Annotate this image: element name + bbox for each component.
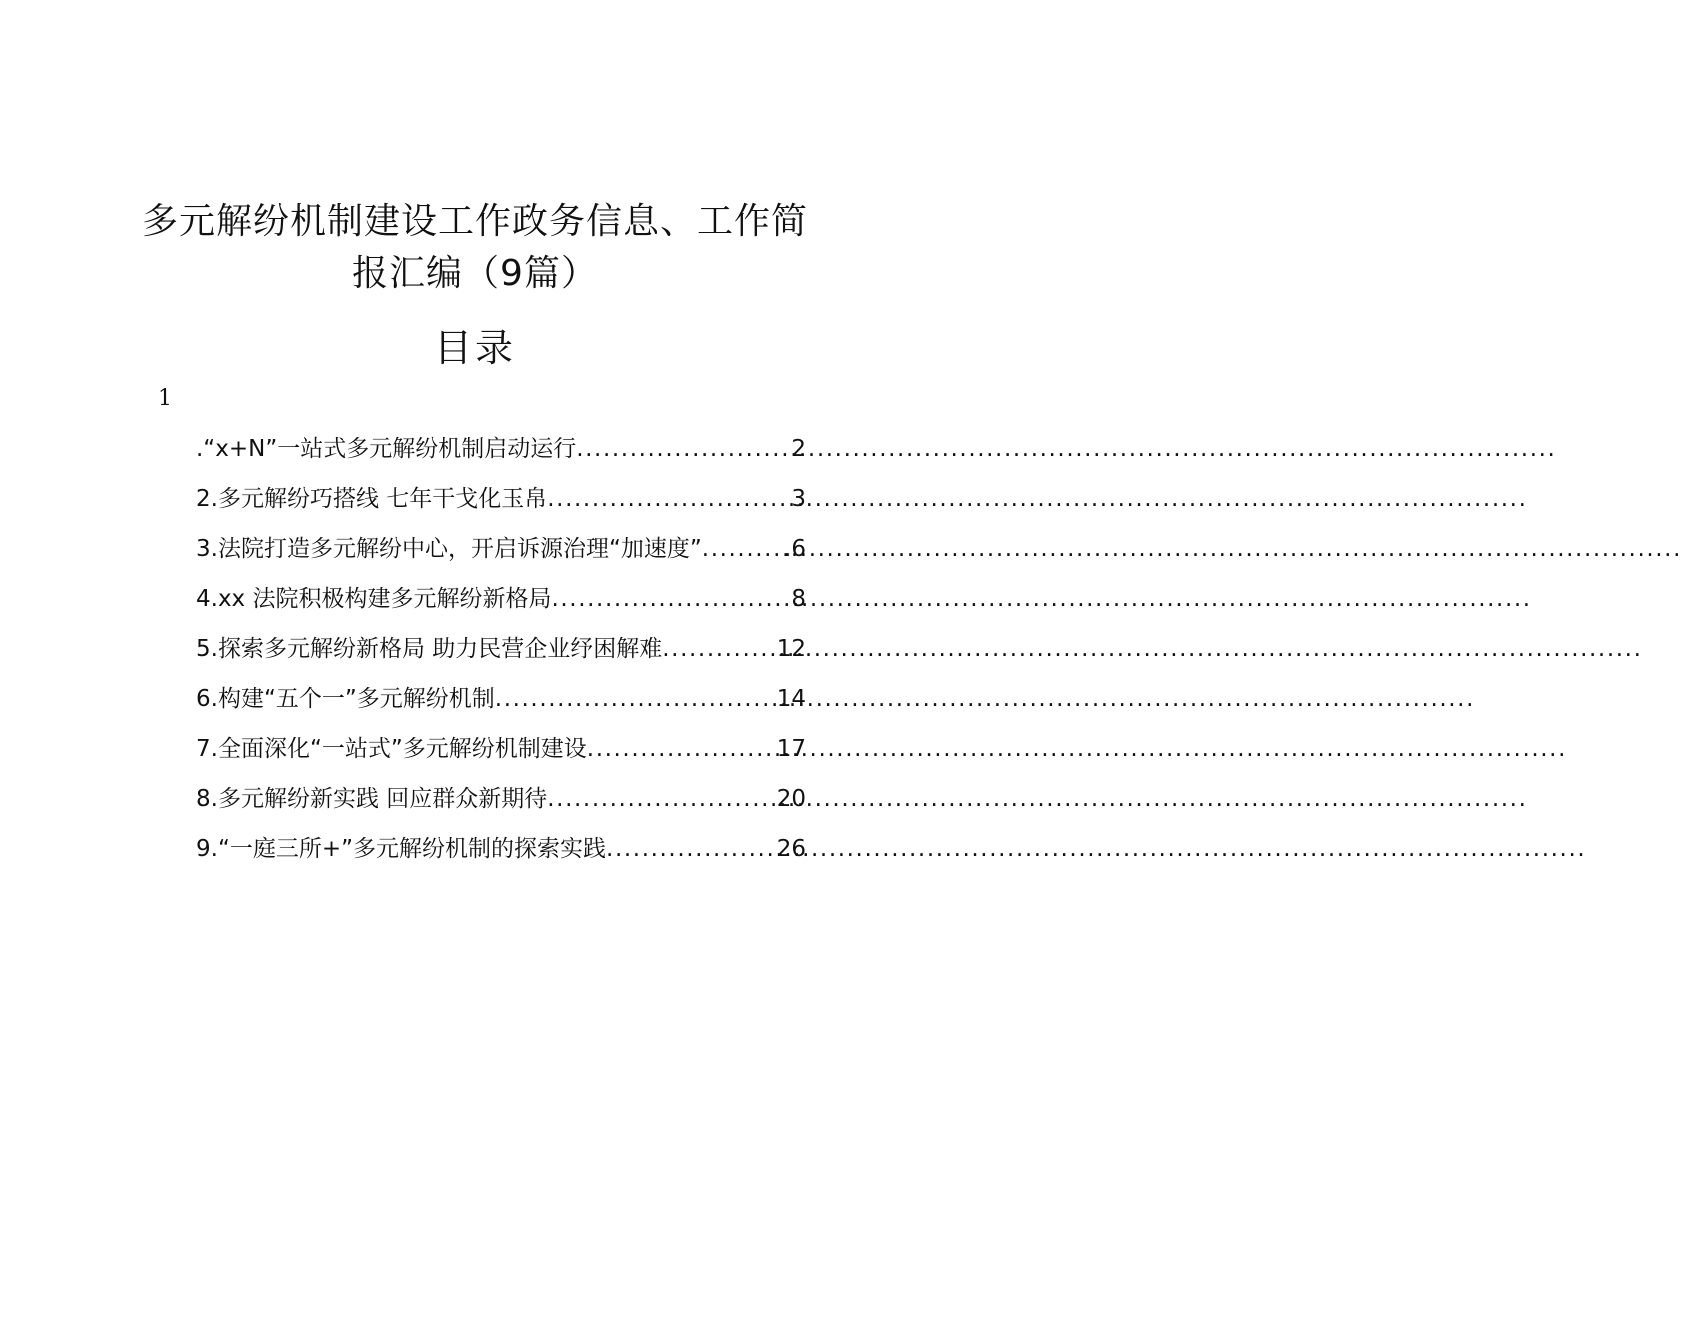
toc-entry-title: 4.xx 法院积极构建多元解纷新格局 [196,586,552,612]
toc-page-number: 2 [791,436,806,462]
toc-dot-leader [495,674,777,724]
toc-page-number: 26 [776,836,806,862]
toc-entry[interactable] [196,824,806,874]
toc-page-number: 14 [776,686,806,712]
toc-entry[interactable] [196,674,806,724]
toc-entry-title: 9.“一庭三所+”多元解纷机制的探索实践 [196,836,607,862]
toc-dot-leader [702,524,784,574]
toc-entry[interactable] [196,524,806,574]
toc-entry-title: .“x+N”一站式多元解纷机制启动运行 [196,436,577,462]
toc-entry[interactable] [196,474,806,524]
toc-entry-title: 8.多元解纷新实践 回应群众新期待 [196,786,548,812]
toc-dot-leader [547,474,791,524]
toc-entry[interactable] [196,574,806,624]
toc-page-number: .6 [784,536,806,562]
toc-entry[interactable] [196,724,806,774]
toc-page-number: 17 [776,736,806,762]
toc-entry-title: 3.法院打造多元解纷中心，开启诉源治理“加速度” [196,536,702,562]
toc-entry[interactable] [196,424,806,474]
toc-dot-leader [547,774,776,824]
toc-dot-leader [606,824,777,874]
toc-entry-title: 7.全面深化“一站式”多元解纷机制建设 [196,736,587,762]
stray-number: 1 [158,386,172,411]
toc-entry-title: 5.探索多元解纷新格局 助力民营企业纾困解难 [196,636,663,662]
toc-entry-title: 6.构建“五个一”多元解纷机制 [196,686,495,712]
toc-entry[interactable] [196,624,806,674]
toc-page-number: 20 [776,786,806,812]
toc-dot-leader [551,574,791,624]
toc-page-number: 12 [776,636,806,662]
toc-page-number: 8 [791,586,806,612]
toc-dot-leader [576,424,791,474]
toc-heading: 目录 [433,326,516,370]
document-title: 多元解纷机制建设工作政务信息、工作简报汇编（9篇） [141,201,808,295]
toc-dot-leader [587,724,777,774]
toc-dot-leader [662,624,776,674]
toc-page-number: 3 [791,486,806,512]
toc-entry[interactable] [196,774,806,824]
toc-entry-title: 2.多元解纷巧搭线 七年干戈化玉帛 [196,486,548,512]
table-of-contents [196,424,806,874]
